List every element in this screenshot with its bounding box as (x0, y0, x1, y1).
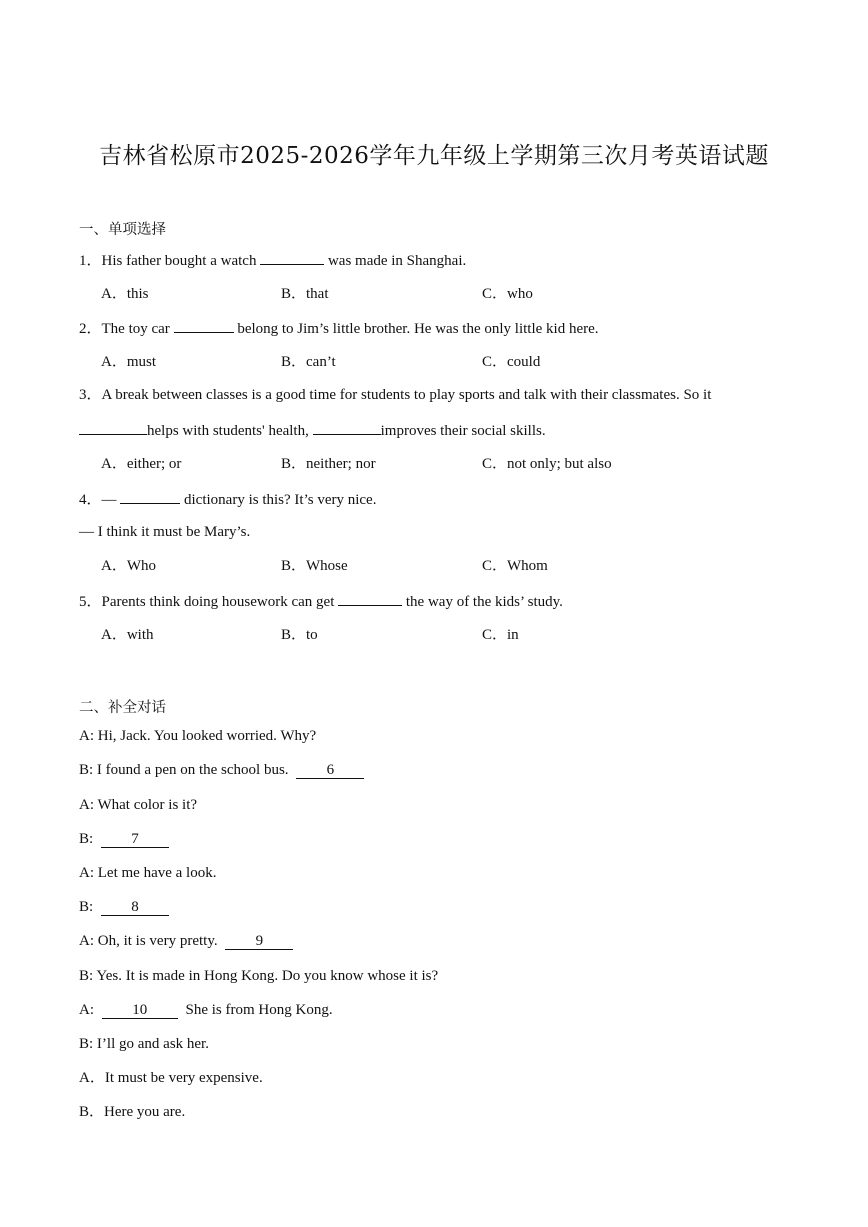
question-5-option-a: A．with (101, 627, 154, 643)
dialogue-line-7 (79, 931, 293, 951)
question-5-text-post: the way of the kids’ study. (402, 594, 563, 610)
dialogue-blank-7: 7 (101, 831, 169, 848)
question-1-option-c: C．who (482, 286, 533, 302)
question-1-blank (260, 249, 324, 265)
section-heading-single-choice: 一、单项选择 (79, 222, 166, 238)
question-3-option-b: B．neither; nor (281, 456, 376, 472)
page-title: 吉林省松原市2025-2026学年九年级上学期第三次月考英语试题 (99, 143, 769, 169)
dialogue-line-9-after: She is from Hong Kong. (181, 1002, 333, 1018)
question-1-stem (79, 249, 466, 271)
question-2-blank (174, 317, 234, 333)
dialogue-line-1: A: Hi, Jack. You looked worried. Why? (79, 728, 317, 744)
dialogue-blank-9: 9 (225, 933, 293, 950)
dialogue-line-10: B: I’ll go and ask her. (79, 1036, 209, 1052)
question-2-stem (79, 317, 599, 339)
question-3-stem-line2 (79, 419, 546, 441)
question-4-text-post: dictionary is this? It’s very nice. (180, 492, 377, 508)
question-1-text-post: was made in Shanghai. (324, 253, 467, 269)
question-3-option-c: C．not only; but also (482, 456, 612, 472)
question-3-option-a: A．either; or (101, 456, 182, 472)
dialogue-choice-a: A．It must be very expensive. (79, 1070, 263, 1086)
question-4-stem-line2: — I think it must be Mary’s. (79, 524, 251, 540)
question-1-option-b: B．that (281, 286, 329, 302)
dialogue-line-6-text: B: (79, 899, 97, 915)
question-4-option-b: B．Whose (281, 558, 348, 574)
question-3-blank-1 (79, 419, 147, 435)
dialogue-line-8: B: Yes. It is made in Hong Kong. Do you know whose it is? (79, 968, 439, 984)
question-3-text-a: helps with students' health, (147, 423, 313, 439)
question-2-option-b: B．can’t (281, 354, 336, 370)
question-2-option-c: C．could (482, 354, 541, 370)
dialogue-line-3: A: What color is it? (79, 797, 198, 813)
question-3-text-b: improves their social skills. (380, 423, 546, 439)
question-2-text-pre: 2．The toy car (79, 321, 174, 337)
question-5-stem (79, 590, 563, 612)
question-5-option-c: C．in (482, 627, 519, 643)
question-3-stem-line1: 3．A break between classes is a good time for students to play sports and talk with their classmates. So it (79, 387, 712, 403)
question-4-stem (79, 488, 376, 510)
dialogue-blank-10: 10 (102, 1002, 178, 1019)
question-5-blank (338, 590, 402, 606)
question-1-text-pre: 1．His father bought a watch (79, 253, 261, 269)
dialogue-line-9 (79, 1000, 333, 1020)
dialogue-line-5: A: Let me have a look. (79, 865, 217, 881)
dialogue-blank-8: 8 (101, 899, 169, 916)
dialogue-choice-b: B．Here you are. (79, 1104, 186, 1120)
question-3-blank-2 (313, 419, 381, 435)
section-heading-dialogue: 二、补全对话 (79, 700, 166, 716)
question-4-option-c: C．Whom (482, 558, 548, 574)
dialogue-line-4 (79, 829, 169, 849)
question-2-text-post: belong to Jim’s little brother. He was the only little kid here. (233, 321, 599, 337)
question-4-option-a: A．Who (101, 558, 156, 574)
question-4-text-pre: 4．— (79, 492, 121, 508)
dialogue-line-6 (79, 897, 169, 917)
question-4-blank (120, 488, 180, 504)
question-2-option-a: A．must (101, 354, 157, 370)
question-5-option-b: B．to (281, 627, 318, 643)
dialogue-line-2-text: B: I found a pen on the school bus. (79, 762, 293, 778)
dialogue-line-4-text: B: (79, 831, 97, 847)
dialogue-line-7-text: A: Oh, it is very pretty. (79, 933, 222, 949)
question-5-text-pre: 5．Parents think doing housework can get (79, 594, 339, 610)
dialogue-blank-6: 6 (296, 762, 364, 779)
dialogue-line-9-text: A: (79, 1002, 98, 1018)
dialogue-line-2 (79, 760, 364, 780)
question-1-option-a: A．this (101, 286, 149, 302)
